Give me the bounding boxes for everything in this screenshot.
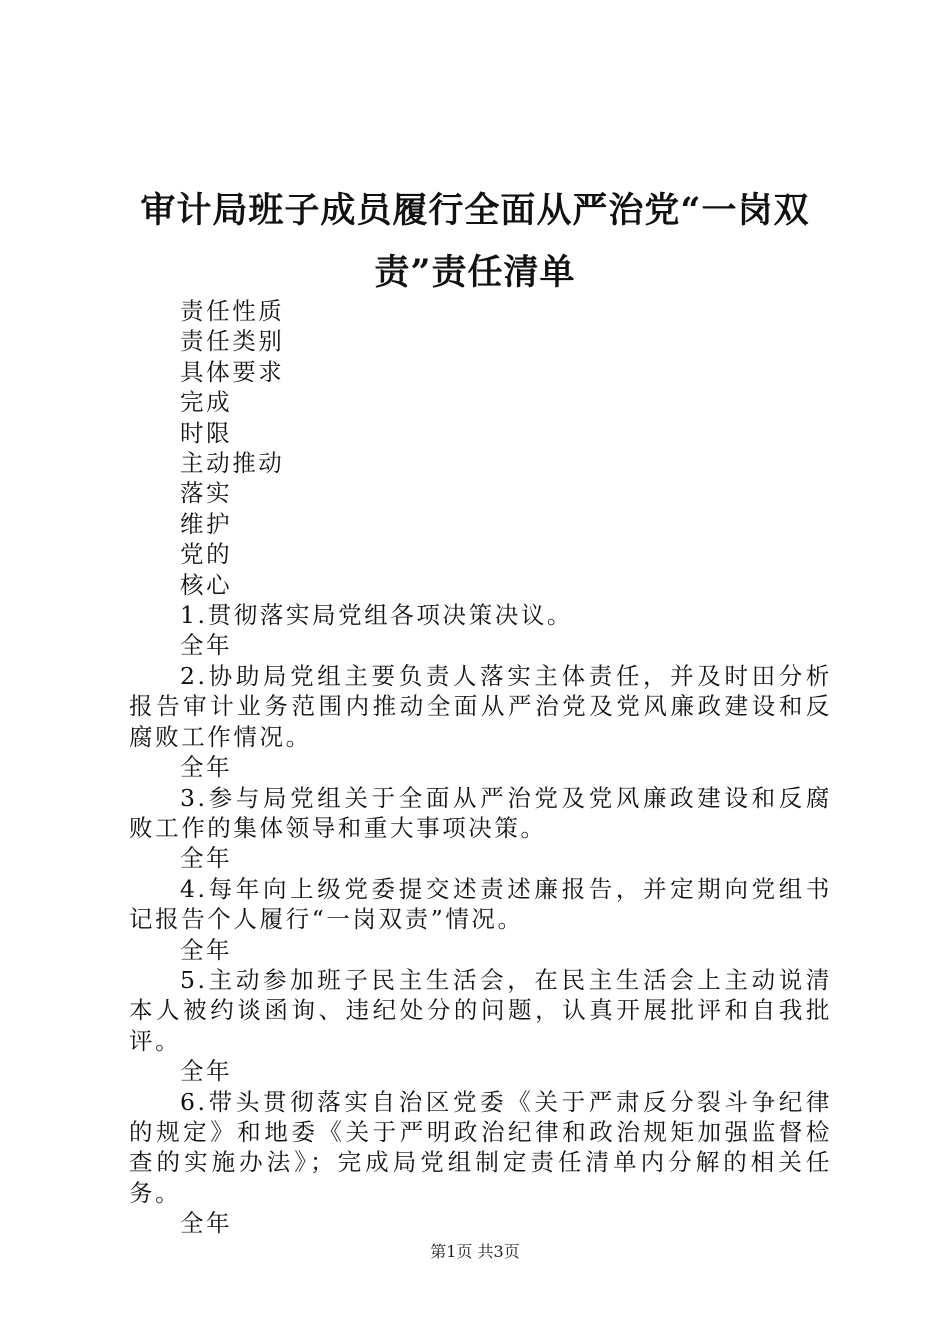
item-text: 4.每年向上级党委提交述责述廉报告，并定期向党组书记报告个人履行“一岗双责”情况。 (129, 874, 832, 934)
document-body (129, 296, 832, 1239)
document-title: 审计局班子成员履行全面从严治党“一岗双责”责任清单 (140, 190, 810, 293)
page-footer: 第1页 共3页 (430, 1242, 520, 1261)
header-line: 党的 (180, 540, 233, 569)
header-line: 具体要求 (180, 357, 285, 386)
item-text: 5.主动参加班子民主生活会，在民主生活会上主动说清本人被约谈函询、违纪处分的问题，认真开展批评和自我批评。 (129, 965, 832, 1055)
item-text: 1.贯彻落实局党组各项决策决议。 (180, 601, 574, 630)
item-deadline: 全年 (180, 1209, 233, 1238)
header-line: 责任性质 (180, 297, 285, 325)
header-line: 维护 (180, 509, 233, 538)
item-text: 3.参与局党组关于全面从严治党及党风廉政建设和反腐败工作的集体领导和重大事项决策。 (129, 783, 832, 842)
header-line: 完成 (180, 388, 233, 417)
item-text: 2.协助局党组主要负责人落实主体责任，并及时田分析报告审计业务范围内推动全面从严治党及党风廉政建设和反腐败工作情况。 (129, 661, 832, 751)
header-line: 时限 (180, 418, 233, 447)
item-deadline: 全年 (180, 631, 233, 660)
item-deadline: 全年 (180, 1057, 233, 1086)
header-line: 落实 (180, 479, 233, 508)
item-deadline: 全年 (180, 935, 233, 964)
item-deadline: 全年 (180, 844, 233, 873)
header-line: 责任类别 (180, 327, 285, 356)
header-line: 核心 (180, 570, 233, 599)
item-deadline: 全年 (180, 753, 233, 782)
header-line: 主动推动 (180, 449, 285, 478)
item-text: 6.带头贯彻落实自治区党委《关于严肃反分裂斗争纪律的规定》和地委《关于严明政治纪律和政治规矩加强监督检查的实施办法》；完成局党组制定责任清单内分解的相关任务。 (129, 1087, 832, 1207)
